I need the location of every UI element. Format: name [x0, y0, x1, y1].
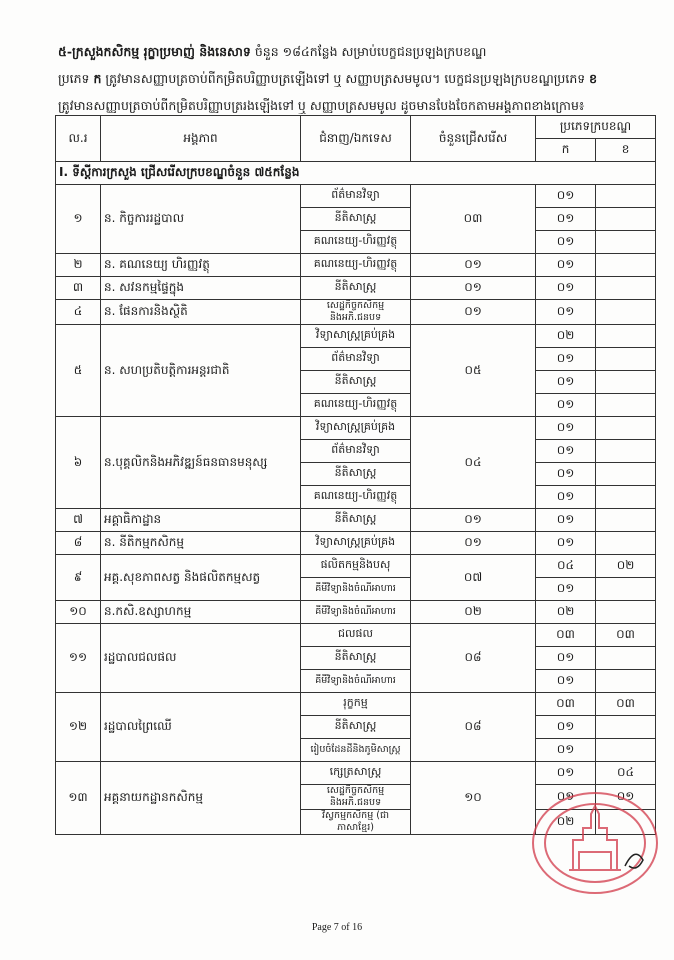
specialty-cell: ជលផល — [301, 624, 411, 647]
unit-name-cell: រដ្ឋបាលជលផល — [101, 624, 301, 693]
table-row — [56, 555, 656, 578]
type-a-count-cell: ០១ — [536, 417, 596, 440]
header-unit: អង្គភាព — [101, 116, 301, 162]
specialty-cell: នីតិសាស្ត្រ — [301, 463, 411, 486]
specialty-cell: វិទ្យាសាស្ត្រគ្រប់គ្រង — [301, 325, 411, 348]
unit-name-cell: អគ្គនាយកដ្ឋានកសិកម្ម — [101, 762, 301, 835]
type-b-count-cell — [596, 463, 656, 486]
specialty-cell: ព័ត៌មានវិទ្យា — [301, 185, 411, 208]
type-b-count-cell — [596, 300, 656, 325]
specialty-cell: ព័ត៌មានវិទ្យា — [301, 440, 411, 463]
recruit-count-cell: ០១ — [411, 300, 536, 325]
type-a-count-cell: ០២ — [536, 810, 596, 835]
type-a-count-cell: ០១ — [536, 185, 596, 208]
specialty-cell: គណនេយ្យ-ហិរញ្ញវត្ថុ — [301, 394, 411, 417]
type-b-count-cell — [596, 739, 656, 762]
type-a-count-cell: ០២ — [536, 325, 596, 348]
specialty-cell: វិទ្យាសាស្ត្រគ្រប់គ្រង — [301, 417, 411, 440]
type-b-count-cell — [596, 509, 656, 532]
type-a-count-cell: ០១ — [536, 486, 596, 509]
type-b-count-cell — [596, 325, 656, 348]
row-number-cell: ១០ — [56, 601, 101, 624]
page-footer: Page 7 of 16 — [311, 922, 363, 933]
recruit-count-cell: ០១ — [411, 532, 536, 555]
type-a-count-cell: ០១ — [536, 231, 596, 254]
type-b-count-cell — [596, 670, 656, 693]
specialty-cell: នីតិសាស្ត្រ — [301, 716, 411, 739]
specialty-cell: សេដ្ឋកិច្ចកសិកម្ម និងអភិ.ជនបទ — [301, 785, 411, 810]
type-b-count-cell — [596, 601, 656, 624]
type-b-count-cell — [596, 277, 656, 300]
type-b-count-cell — [596, 348, 656, 371]
specialty-cell: គណនេយ្យ-ហិរញ្ញវត្ថុ — [301, 486, 411, 509]
unit-name-cell: ន. សវនកម្មផ្ទៃក្នុង — [101, 277, 301, 300]
specialty-cell: រុក្ខកម្ម — [301, 693, 411, 716]
row-number-cell: ១២ — [56, 693, 101, 762]
unit-name-cell: អគ្គាធិកាដ្ឋាន — [101, 509, 301, 532]
specialty-cell: សេដ្ឋកិច្ចកសិកម្ម និងអភិ.ជនបទ — [301, 300, 411, 325]
type-a-count-cell: ០២ — [536, 601, 596, 624]
recruit-count-cell: ០៤ — [411, 417, 536, 509]
specialty-cell: នីតិសាស្ត្រ — [301, 647, 411, 670]
unit-name-cell: ន.កសិ.ឧស្សាហកម្ម — [101, 601, 301, 624]
header-specialty: ជំនាញ/ឯកទេស — [301, 116, 411, 162]
unit-name-cell: ន. គណនេយ្យ ហិរញ្ញវត្ថុ — [101, 254, 301, 277]
intro-line-1 — [58, 38, 658, 65]
type-a-count-cell: ០១ — [536, 647, 596, 670]
row-number-cell: ៤ — [56, 300, 101, 325]
recruit-count-cell: ០២ — [411, 601, 536, 624]
specialty-cell: រៀបចំដែនដីនិងភូមិសាស្ត្រ — [301, 739, 411, 762]
row-number-cell: ៧ — [56, 509, 101, 532]
unit-name-cell: ន.បុគ្គលិកនិងអភិវឌ្ឍន៍ធនធានមនុស្ស — [101, 417, 301, 509]
specialty-cell: ផលិតកម្មនិងបសុ — [301, 555, 411, 578]
table-row — [56, 277, 656, 300]
table-row — [56, 601, 656, 624]
intro-line-3: ត្រូវមានសញ្ញាបត្រចាប់ពីកម្រិតបរិញ្ញាបត្ររងឡើងទៅ ឬ សញ្ញាបត្រសមមូល ដូចមានបែងចែកតាមអង្គភាពខាងក្រោម៖ — [58, 98, 585, 113]
type-a-count-cell: ០១ — [536, 254, 596, 277]
ministry-name: ៥-ក្រសួងកសិកម្ម រុក្ខាប្រមាញ់ និងនេសាទ — [58, 44, 251, 59]
row-number-cell: ១៣ — [56, 762, 101, 835]
specialty-cell: គីមីវិទ្យានិងចំណីអាហារ — [301, 670, 411, 693]
table-row — [56, 325, 656, 348]
specialty-cell: គណនេយ្យ-ហិរញ្ញវត្ថុ — [301, 254, 411, 277]
type-a-count-cell: ០១ — [536, 762, 596, 785]
section-heading: I. ទីស្តីការក្រសួង ជ្រើសរើសក្របខណ្ឌចំនួន ៧៥កន្លែង — [56, 162, 656, 185]
table-row — [56, 509, 656, 532]
recruit-count-cell: ០១ — [411, 509, 536, 532]
intro-line-2-a: ប្រភេទ — [58, 71, 94, 86]
header-type-b: ខ — [596, 139, 656, 162]
type-a-count-cell: ០១ — [536, 785, 596, 810]
row-number-cell: ១១ — [56, 624, 101, 693]
recruit-count-cell: ០៨ — [411, 624, 536, 693]
type-a-count-cell: ០១ — [536, 371, 596, 394]
recruit-count-cell: ០៥ — [411, 325, 536, 417]
type-b-count-cell — [596, 231, 656, 254]
unit-name-cell: អគ្គ.សុខភាពសត្វ និងផលិតកម្មសត្វ — [101, 555, 301, 601]
intro-paragraph — [58, 38, 658, 119]
table-row — [56, 254, 656, 277]
type-a-count-cell: ០១ — [536, 277, 596, 300]
intro-line-2 — [58, 65, 658, 92]
unit-name-cell: ន. សហប្រតិបត្តិការអន្តរជាតិ — [101, 325, 301, 417]
row-number-cell: ៩ — [56, 555, 101, 601]
table-row — [56, 417, 656, 440]
type-b-count-cell — [596, 371, 656, 394]
type-b-count-cell: ០៤ — [596, 762, 656, 785]
intro-line-2-b: ត្រូវមានសញ្ញាបត្រចាប់ពីកម្រិតបរិញ្ញាបត្រឡើងទៅ ឬ សញ្ញាបត្រសមមូល។ បេក្ខជនប្រឡងក្របខណ្ឌប្រភេទ — [101, 71, 590, 86]
recruit-count-cell: ០១ — [411, 254, 536, 277]
specialty-cell: វិស្វកម្មកសិកម្ម (ជាភាសាខ្មែរ) — [301, 810, 411, 835]
table-row — [56, 762, 656, 785]
type-a-count-cell: ០១ — [536, 394, 596, 417]
unit-name-cell: ន. ផែនការនិងស្ថិតិ — [101, 300, 301, 325]
table-row — [56, 185, 656, 208]
type-b-count-cell — [596, 208, 656, 231]
type-b-count-cell — [596, 486, 656, 509]
specialty-cell: គណនេយ្យ-ហិរញ្ញវត្ថុ — [301, 231, 411, 254]
type-b-count-cell — [596, 394, 656, 417]
header-no: ល.រ — [56, 116, 101, 162]
type-a-count-cell: ០១ — [536, 440, 596, 463]
type-b-count-cell: ០១ — [596, 785, 656, 810]
unit-name-cell: រដ្ឋបាលព្រៃឈើ — [101, 693, 301, 762]
type-a-count-cell: ០១ — [536, 716, 596, 739]
type-b-count-cell — [596, 254, 656, 277]
type-a-count-cell: ០១ — [536, 670, 596, 693]
row-number-cell: ១ — [56, 185, 101, 254]
type-b-count-cell — [596, 417, 656, 440]
type-b-count-cell — [596, 532, 656, 555]
type-a-count-cell: ០១ — [536, 348, 596, 371]
header-recruit: ចំនួនជ្រើសរើស — [411, 116, 536, 162]
header-type-a: ក — [536, 139, 596, 162]
row-number-cell: ៣ — [56, 277, 101, 300]
table-body — [56, 162, 656, 835]
official-seal-icon — [525, 788, 665, 898]
row-number-cell: ២ — [56, 254, 101, 277]
specialty-cell: ក្សេត្រសាស្ត្រ — [301, 762, 411, 785]
type-a-count-cell: ០១ — [536, 208, 596, 231]
row-number-cell: ៨ — [56, 532, 101, 555]
type-a-count-cell: ០១ — [536, 300, 596, 325]
type-a-count-cell: ០៣ — [536, 624, 596, 647]
table-row — [56, 532, 656, 555]
recruit-count-cell: ១០ — [411, 762, 536, 835]
type-a-count-cell: ០១ — [536, 532, 596, 555]
unit-name-cell: ន. នីតិកម្មកសិកម្ម — [101, 532, 301, 555]
specialty-cell: នីតិសាស្ត្រ — [301, 208, 411, 231]
type-a-count-cell: ០៣ — [536, 693, 596, 716]
type-b-count-cell — [596, 578, 656, 601]
type-a-count-cell: ០១ — [536, 463, 596, 486]
table-row — [56, 624, 656, 647]
specialty-cell: គីមីវិទ្យានិងចំណីអាហារ — [301, 578, 411, 601]
type-b-label: ខ — [589, 71, 598, 86]
type-b-count-cell — [596, 185, 656, 208]
recruit-count-cell: ០១ — [411, 277, 536, 300]
unit-name-cell: ន. កិច្ចការរដ្ឋបាល — [101, 185, 301, 254]
specialty-cell: គីមីវិទ្យានិងចំណីអាហារ — [301, 601, 411, 624]
intro-line-1-rest: ចំនួន ១៨៤កន្លែង សម្រាប់បេក្ខជនប្រឡងក្របខណ្ឌ — [250, 44, 487, 59]
table-row — [56, 693, 656, 716]
type-b-count-cell: ០៣ — [596, 624, 656, 647]
type-a-label: ក — [93, 71, 102, 86]
type-b-count-cell — [596, 647, 656, 670]
specialty-cell: នីតិសាស្ត្រ — [301, 509, 411, 532]
row-number-cell: ៦ — [56, 417, 101, 509]
type-b-count-cell: ០៣ — [596, 693, 656, 716]
type-b-count-cell: ០២ — [596, 555, 656, 578]
specialty-cell: នីតិសាស្ត្រ — [301, 371, 411, 394]
type-a-count-cell: ០១ — [536, 578, 596, 601]
recruit-count-cell: ០៧ — [411, 555, 536, 601]
specialty-cell: ព័ត៌មានវិទ្យា — [301, 348, 411, 371]
recruit-count-cell: ០៣ — [411, 185, 536, 254]
type-a-count-cell: ០៤ — [536, 555, 596, 578]
recruitment-table — [55, 115, 656, 835]
recruit-count-cell: ០៨ — [411, 693, 536, 762]
type-b-count-cell — [596, 440, 656, 463]
header-type: ប្រភេទក្របខណ្ឌ — [536, 116, 656, 139]
type-a-count-cell: ០១ — [536, 509, 596, 532]
row-number-cell: ៥ — [56, 325, 101, 417]
specialty-cell: វិទ្យាសាស្ត្រគ្រប់គ្រង — [301, 532, 411, 555]
specialty-cell: នីតិសាស្ត្រ — [301, 277, 411, 300]
type-b-count-cell — [596, 716, 656, 739]
table-row — [56, 300, 656, 325]
type-a-count-cell: ០១ — [536, 739, 596, 762]
